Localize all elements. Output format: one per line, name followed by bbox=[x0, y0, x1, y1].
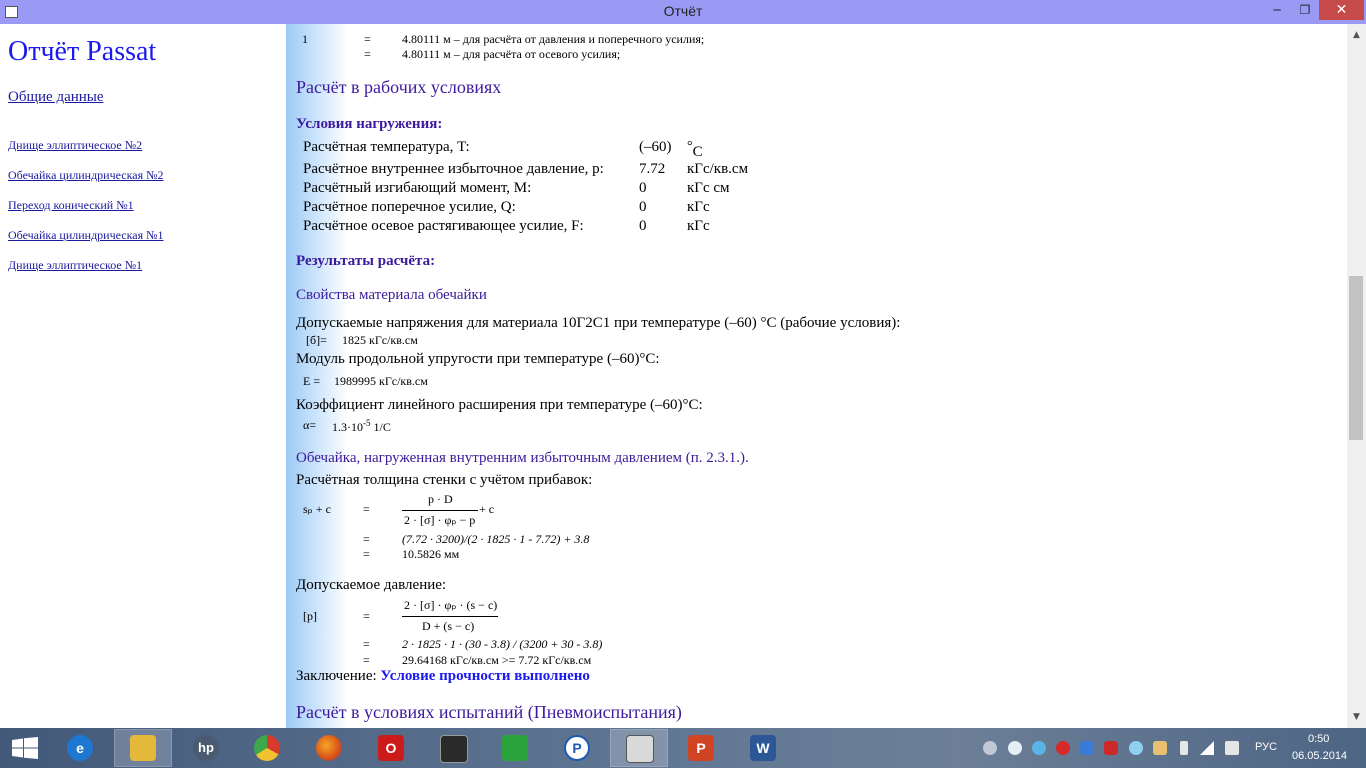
report-navigation bbox=[0, 24, 286, 728]
nav-link-general[interactable]: Общие данные bbox=[8, 89, 104, 105]
opera-icon: O bbox=[378, 735, 404, 761]
wall-thickness-text: Расчётная толщина стенки с учётом прибавок: bbox=[296, 472, 593, 488]
window-title: Отчёт bbox=[663, 3, 703, 19]
snowflake-icon[interactable] bbox=[1129, 741, 1143, 755]
p-symbol: [p] bbox=[303, 609, 317, 623]
nav-link-conical-transition-1[interactable]: Переход конический №1 bbox=[8, 198, 134, 212]
media-app-icon bbox=[440, 735, 468, 763]
equals-sign: = bbox=[363, 532, 370, 546]
equals-sign: = bbox=[363, 637, 370, 651]
section-test-conditions: Расчёт в условиях испытаний (Пневмоиспытания) bbox=[296, 702, 682, 722]
close-button[interactable]: ✕ bbox=[1319, 0, 1364, 20]
formula-substitution: 2 · 1825 · 1 · (30 - 3.8) / (3200 + 30 - 3.8) bbox=[402, 637, 603, 651]
taskbar-file-explorer[interactable] bbox=[115, 730, 171, 766]
modulus-text: Модуль продольной упругости при температуре (–60)°С: bbox=[296, 351, 660, 367]
windows-logo-icon bbox=[12, 737, 38, 759]
expansion-value: $1.3\cdot 10^{-5}$ 1/С bbox=[332, 418, 391, 434]
allowable-pressure-text: Допускаемое давление: bbox=[296, 577, 447, 593]
taskbar-word[interactable] bbox=[735, 730, 791, 766]
taskbar-passat[interactable] bbox=[549, 730, 605, 766]
nav-link-elliptical-head-1[interactable]: Днище эллиптическое №1 bbox=[8, 258, 143, 272]
top-row-equals: = bbox=[364, 32, 371, 46]
clock-date[interactable]: 06.05.2014 bbox=[1292, 750, 1348, 762]
expansion-text: Коэффициент линейного расширения при температуре (–60)°С: bbox=[296, 397, 703, 413]
hp-icon: hp bbox=[193, 735, 219, 761]
taskbar-media-app[interactable] bbox=[425, 730, 481, 766]
volume-icon[interactable] bbox=[1225, 741, 1239, 755]
firefox-icon bbox=[316, 735, 342, 761]
load-unit: кГс bbox=[687, 218, 710, 234]
expansion-label: α= bbox=[303, 418, 317, 432]
top-row-equals: = bbox=[364, 47, 371, 61]
load-label: Расчётный изгибающий момент, M: bbox=[303, 180, 532, 196]
taskbar-hp[interactable] bbox=[178, 730, 234, 766]
tool-tray-icon[interactable] bbox=[1104, 741, 1118, 755]
formula-numerator: p · D bbox=[428, 492, 453, 506]
shell-internal-pressure-heading: Обечайка, нагруженная внутренним избыточным давлением (п. 2.3.1.). bbox=[296, 450, 749, 466]
bluetooth-icon[interactable] bbox=[1080, 741, 1094, 755]
formula-denominator: 2 · [σ] · φₚ − p bbox=[404, 513, 476, 527]
top-row-index: 1 bbox=[302, 32, 308, 46]
load-label: Расчётное внутреннее избыточное давление, p: bbox=[303, 161, 604, 177]
store-icon bbox=[502, 735, 528, 761]
formula-result: 29.64168 кГс/кв.см >= 7.72 кГс/кв.см bbox=[402, 653, 592, 667]
load-unit: кГс/кв.см bbox=[687, 161, 749, 177]
results-heading: Результаты расчёта: bbox=[296, 253, 436, 269]
load-label: Расчётное поперечное усилие, Q: bbox=[303, 199, 516, 215]
formula-result: 10.5826 мм bbox=[402, 547, 460, 561]
scroll-up-arrow-icon[interactable]: ▲ bbox=[1353, 30, 1360, 40]
allowable-stress-label: [б]= bbox=[306, 333, 327, 347]
load-unit: кГс bbox=[687, 199, 710, 215]
minimize-button[interactable]: ─ bbox=[1273, 3, 1281, 17]
top-row-text: 4.80111 м – для расчёта от осевого усилия; bbox=[402, 47, 621, 61]
taskbar-opera[interactable] bbox=[363, 730, 419, 766]
taskbar-internet-explorer[interactable] bbox=[52, 730, 108, 766]
file-explorer-icon bbox=[130, 735, 156, 761]
report-app-icon bbox=[626, 735, 654, 763]
network-tray-icon[interactable] bbox=[983, 741, 997, 755]
load-value: 7.72 bbox=[639, 161, 666, 177]
load-unit: кГс см bbox=[687, 180, 730, 196]
load-label: Расчётная температура, T: bbox=[303, 139, 470, 155]
taskbar bbox=[0, 728, 1366, 768]
load-label: Расчётное осевое растягивающее усилие, F: bbox=[303, 218, 584, 234]
material-properties-heading: Свойства материала обечайки bbox=[296, 287, 487, 303]
taskbar-report-app[interactable] bbox=[611, 730, 667, 766]
modulus-label: E = bbox=[303, 374, 321, 388]
conclusion bbox=[296, 668, 590, 685]
antivirus-icon[interactable] bbox=[1153, 741, 1167, 755]
taskbar-chrome[interactable] bbox=[239, 730, 295, 766]
allowable-stress-value: 1825 кГс/кв.см bbox=[342, 333, 418, 347]
formula-denominator: D + (s − c) bbox=[422, 619, 475, 633]
taskbar-powerpoint[interactable] bbox=[673, 730, 729, 766]
nav-link-cylindrical-shell-2[interactable]: Обечайка цилиндрическая №2 bbox=[8, 168, 164, 182]
beats-audio-icon[interactable] bbox=[1056, 741, 1070, 755]
formula-numerator: 2 · [σ] · φₚ · (s − c) bbox=[404, 598, 498, 612]
equals-sign: = bbox=[363, 502, 370, 516]
sp-c-symbol: sₚ + c bbox=[303, 502, 331, 516]
load-value: 0 bbox=[639, 199, 647, 215]
powerpoint-icon: P bbox=[688, 735, 714, 761]
chrome-icon bbox=[254, 735, 280, 761]
start-button[interactable] bbox=[12, 737, 38, 759]
formula-substitution: (7.72 · 3200)/(2 · 1825 · 1 - 7.72) + 3.8 bbox=[402, 532, 590, 546]
load-unit: °С bbox=[687, 139, 703, 160]
top-row-text: 4.80111 м – для расчёта от давления и поперечного усилия; bbox=[402, 32, 705, 46]
word-icon: W bbox=[750, 735, 776, 761]
input-language[interactable]: РУС bbox=[1255, 741, 1278, 753]
scrollbar-thumb[interactable] bbox=[1349, 276, 1363, 440]
taskbar-firefox[interactable] bbox=[301, 730, 357, 766]
internet-explorer-icon: e bbox=[67, 735, 93, 761]
maximize-button[interactable]: ❐ bbox=[1299, 3, 1311, 17]
scroll-down-arrow-icon[interactable]: ▼ bbox=[1353, 712, 1360, 722]
passat-icon: P bbox=[564, 735, 590, 761]
report-title: Отчёт Passat bbox=[8, 36, 157, 67]
nav-link-cylindrical-shell-1[interactable]: Обечайка цилиндрическая №1 bbox=[8, 228, 164, 242]
battery-icon[interactable] bbox=[1180, 741, 1188, 755]
fraction-line bbox=[402, 510, 478, 511]
load-value: (–60) bbox=[639, 139, 672, 155]
formula-plus-c: + c bbox=[479, 502, 495, 516]
nav-link-elliptical-head-2[interactable]: Днище эллиптическое №2 bbox=[8, 138, 143, 152]
equals-sign: = bbox=[363, 609, 370, 623]
equals-sign: = bbox=[363, 653, 370, 667]
signal-strength-icon[interactable] bbox=[1200, 741, 1214, 755]
conclusion-value: Условие прочности выполнено bbox=[380, 668, 590, 684]
equals-sign: = bbox=[363, 547, 370, 561]
title-bar bbox=[0, 0, 1366, 24]
cloud-icon[interactable] bbox=[1008, 741, 1022, 755]
fraction-line bbox=[402, 616, 498, 617]
load-value: 0 bbox=[639, 218, 647, 234]
modulus-value: 1989995 кГс/кв.см bbox=[334, 374, 428, 388]
clock-time[interactable]: 0:50 bbox=[1308, 733, 1330, 745]
report-content[interactable] bbox=[286, 24, 1347, 728]
taskbar-store[interactable] bbox=[487, 730, 543, 766]
sync-icon[interactable] bbox=[1032, 741, 1046, 755]
vertical-scrollbar[interactable] bbox=[1347, 24, 1366, 728]
load-conditions-heading: Условия нагружения: bbox=[296, 116, 443, 132]
load-value: 0 bbox=[639, 180, 647, 196]
conclusion-label: Заключение: bbox=[296, 668, 377, 684]
allowable-stress-text: Допускаемые напряжения для материала 10Г2С1 при температуре (–60) °С (рабочие условия): bbox=[296, 315, 901, 331]
section-working-conditions: Расчёт в рабочих условиях bbox=[296, 77, 502, 97]
